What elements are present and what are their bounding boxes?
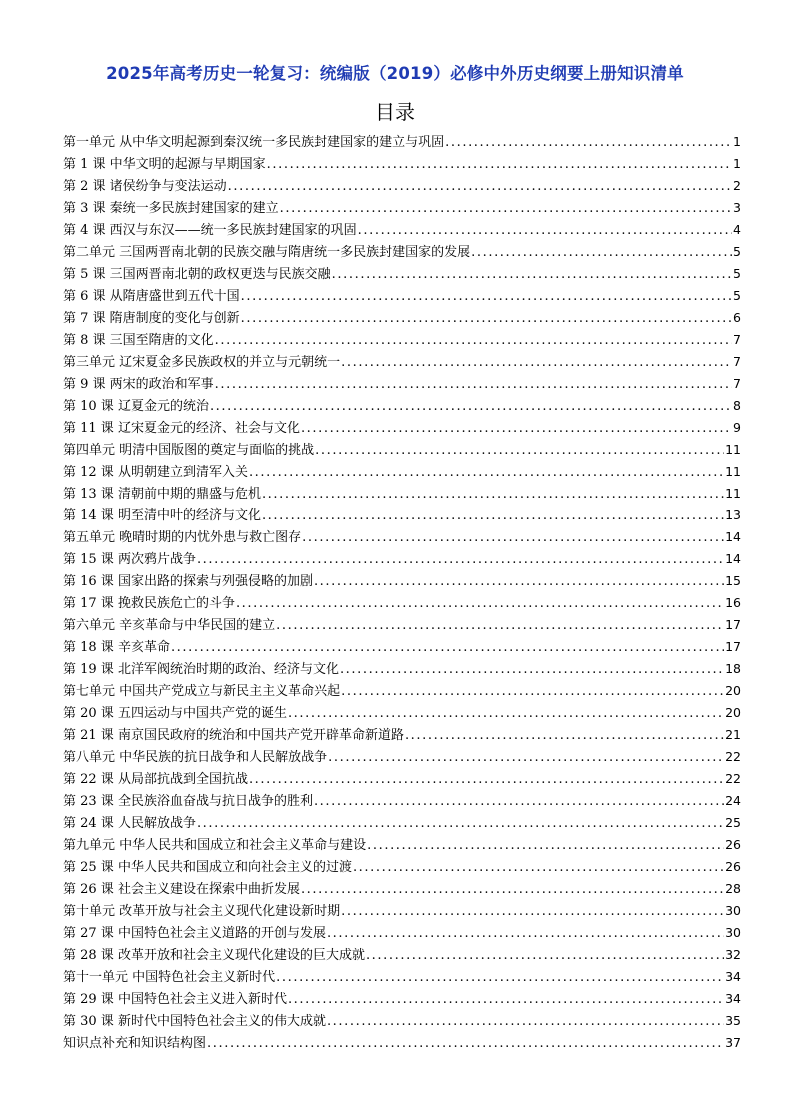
toc-dot-leader	[197, 813, 724, 835]
toc-entry-page-number: 28	[725, 880, 741, 896]
toc-dot-leader	[340, 659, 724, 681]
toc-dot-leader	[171, 637, 724, 659]
toc-entry[interactable]	[63, 944, 741, 966]
toc-entry-label: 第 9 课 两宋的政治和军事	[63, 376, 214, 392]
toc-entry-page-number: 3	[733, 199, 741, 215]
toc-entry-label: 第八单元 中华民族的抗日战争和人民解放战争	[63, 750, 328, 766]
toc-entry-page-number: 21	[725, 727, 741, 743]
toc-dot-leader	[327, 923, 724, 945]
toc-entry-label: 第七单元 中国共产党成立与新民主主义革命兴起	[63, 684, 341, 700]
toc-entry[interactable]	[63, 439, 741, 461]
toc-dot-leader	[288, 703, 724, 725]
toc-dot-leader	[302, 527, 724, 549]
toc-entry[interactable]	[63, 461, 741, 483]
toc-entry-label: 第 6 课 从隋唐盛世到五代十国	[63, 288, 240, 304]
toc-entry[interactable]	[63, 197, 741, 219]
toc-entry-label: 第二单元 三国两晋南北朝的民族交融与隋唐统一多民族封建国家的发展	[63, 244, 471, 260]
toc-entry[interactable]	[63, 329, 741, 351]
toc-entry-page-number: 7	[733, 375, 741, 391]
toc-entry[interactable]	[63, 790, 741, 812]
toc-dot-leader	[445, 132, 732, 154]
toc-entry-page-number: 2	[733, 177, 741, 193]
toc-dot-leader	[276, 967, 724, 989]
toc-entry-label: 第六单元 辛亥革命与中华民国的建立	[63, 618, 276, 634]
toc-entry-page-number: 20	[725, 683, 741, 699]
toc-entry-page-number: 30	[725, 924, 741, 940]
toc-entry-page-number: 11	[725, 441, 741, 457]
toc-entry[interactable]	[63, 636, 741, 658]
toc-dot-leader	[249, 769, 724, 791]
toc-entry[interactable]	[63, 131, 741, 153]
toc-entry-label: 第 28 课 改革开放和社会主义现代化建设的巨大成就	[63, 947, 365, 963]
toc-entry[interactable]	[63, 548, 741, 570]
toc-entry[interactable]	[63, 504, 741, 526]
toc-dot-leader	[367, 835, 724, 857]
toc-entry-label: 第 14 课 明至清中叶的经济与文化	[63, 508, 261, 524]
toc-entry[interactable]	[63, 658, 741, 680]
toc-dot-leader	[314, 571, 724, 593]
toc-dot-leader	[210, 396, 732, 418]
toc-dot-leader	[353, 857, 724, 879]
toc-entry-page-number: 32	[725, 946, 741, 962]
toc-dot-leader	[315, 440, 724, 462]
toc-entry-label: 第 24 课 人民解放战争	[63, 816, 196, 832]
toc-entry[interactable]	[63, 417, 741, 439]
toc-entry-page-number: 30	[725, 902, 741, 918]
toc-entry[interactable]	[63, 966, 741, 988]
toc-dot-leader	[197, 549, 724, 571]
toc-entry-label: 第 1 课 中华文明的起源与早期国家	[63, 156, 266, 172]
toc-entry[interactable]	[63, 768, 741, 790]
toc-dot-leader	[341, 901, 724, 923]
toc-entry-page-number: 1	[733, 155, 741, 171]
toc-dot-leader	[314, 791, 724, 813]
toc-dot-leader	[236, 593, 724, 615]
toc-entry-label: 第 16 课 国家出路的探索与列强侵略的加剧	[63, 574, 313, 590]
toc-entry-page-number: 35	[725, 1012, 741, 1028]
toc-entry-label: 第 20 课 五四运动与中国共产党的诞生	[63, 706, 287, 722]
toc-entry[interactable]	[63, 1032, 741, 1054]
toc-dot-leader	[262, 484, 724, 506]
toc-entry[interactable]	[63, 724, 741, 746]
toc-dot-leader	[276, 615, 724, 637]
table-of-contents	[63, 131, 741, 1054]
toc-entry[interactable]	[63, 307, 741, 329]
toc-entry[interactable]	[63, 988, 741, 1010]
toc-entry-label: 第十一单元 中国特色社会主义新时代	[63, 969, 276, 985]
toc-entry-page-number: 26	[725, 837, 741, 852]
toc-entry[interactable]	[63, 680, 741, 702]
toc-entry[interactable]	[63, 241, 741, 263]
toc-entry-page-number: 22	[725, 771, 741, 787]
toc-entry-page-number: 17	[725, 617, 741, 633]
toc-dot-leader	[241, 308, 732, 330]
toc-dot-leader	[215, 374, 732, 396]
toc-entry-label: 第四单元 明清中国版图的奠定与面临的挑战	[63, 442, 315, 458]
toc-entry-page-number: 1	[733, 134, 741, 149]
toc-entry-page-number: 34	[725, 968, 741, 984]
toc-entry[interactable]	[63, 702, 741, 724]
toc-dot-leader	[215, 330, 732, 352]
toc-entry[interactable]	[63, 263, 741, 285]
toc-entry[interactable]	[63, 175, 741, 197]
toc-dot-leader	[288, 989, 724, 1011]
toc-entry[interactable]	[63, 351, 741, 373]
toc-entry[interactable]	[63, 856, 741, 878]
toc-entry-label: 第 13 课 清朝前中期的鼎盛与危机	[63, 486, 261, 502]
toc-dot-leader	[301, 418, 732, 440]
toc-entry-label: 第 11 课 辽宋夏金元的经济、社会与文化	[63, 420, 300, 436]
toc-entry-page-number: 5	[733, 265, 741, 281]
toc-entry-page-number: 22	[725, 749, 741, 765]
toc-entry-label: 第 29 课 中国特色社会主义进入新时代	[63, 991, 287, 1007]
toc-entry[interactable]	[63, 1010, 741, 1032]
toc-entry[interactable]	[63, 285, 741, 307]
toc-entry[interactable]	[63, 153, 741, 175]
toc-entry[interactable]	[63, 526, 741, 548]
toc-entry-label: 第三单元 辽宋夏金多民族政权的并立与元朝统一	[63, 354, 341, 370]
toc-entry-page-number: 7	[733, 353, 741, 369]
toc-entry[interactable]	[63, 219, 741, 241]
toc-entry-label: 第 23 课 全民族浴血奋战与抗日战争的胜利	[63, 794, 313, 810]
toc-dot-leader	[249, 462, 724, 484]
toc-entry-page-number: 26	[725, 858, 741, 874]
toc-dot-leader	[280, 198, 732, 220]
toc-entry-page-number: 16	[725, 595, 741, 611]
toc-entry-page-number: 5	[733, 287, 741, 303]
toc-entry-page-number: 14	[725, 551, 741, 567]
toc-entry-page-number: 25	[725, 815, 741, 831]
toc-entry-page-number: 4	[733, 221, 741, 237]
toc-entry[interactable]	[63, 900, 741, 922]
toc-entry-label: 第 27 课 中国特色社会主义道路的开创与发展	[63, 925, 326, 941]
toc-dot-leader	[267, 154, 732, 176]
toc-entry-label: 第 5 课 三国两晋南北朝的政权更迭与民族交融	[63, 266, 331, 282]
toc-entry-label: 第 8 课 三国至隋唐的文化	[63, 332, 214, 348]
toc-entry-label: 第 21 课 南京国民政府的统治和中国共产党开辟革命新道路	[63, 728, 404, 744]
toc-entry[interactable]	[63, 395, 741, 417]
toc-entry-label: 第 18 课 辛亥革命	[63, 640, 170, 656]
toc-entry[interactable]	[63, 834, 741, 856]
toc-entry-label: 第九单元 中华人民共和国成立和社会主义革命与建设	[63, 838, 367, 853]
toc-entry-label: 第 15 课 两次鸦片战争	[63, 552, 196, 568]
toc-entry-label: 第 25 课 中华人民共和国成立和向社会主义的过渡	[63, 859, 352, 875]
toc-entry-label: 第 10 课 辽夏金元的统治	[63, 398, 209, 414]
toc-dot-leader	[358, 220, 732, 242]
toc-dot-leader	[207, 1033, 724, 1055]
toc-dot-leader	[471, 242, 732, 264]
toc-entry-page-number: 11	[725, 463, 741, 479]
toc-entry[interactable]	[63, 373, 741, 395]
toc-entry-page-number: 6	[733, 309, 741, 325]
toc-entry-page-number: 20	[725, 705, 741, 721]
toc-entry[interactable]	[63, 878, 741, 900]
toc-dot-leader	[301, 879, 724, 901]
toc-entry-label: 第 3 课 秦统一多民族封建国家的建立	[63, 200, 279, 216]
toc-entry-label: 第 19 课 北洋军阀统治时期的政治、经济与文化	[63, 662, 339, 678]
toc-entry-label: 第 22 课 从局部抗战到全国抗战	[63, 772, 248, 788]
toc-entry-label: 第 2 课 诸侯纷争与变法运动	[63, 178, 227, 194]
toc-dot-leader	[332, 264, 732, 286]
toc-entry-page-number: 15	[725, 573, 741, 589]
toc-entry-label: 第 17 课 挽救民族危亡的斗争	[63, 596, 235, 612]
toc-entry-page-number: 17	[725, 639, 741, 655]
toc-entry[interactable]	[63, 592, 741, 614]
toc-dot-leader	[241, 286, 732, 308]
toc-dot-leader	[341, 352, 732, 374]
toc-entry[interactable]	[63, 614, 741, 636]
toc-dot-leader	[327, 1011, 724, 1033]
toc-entry-page-number: 14	[725, 529, 741, 545]
toc-entry-page-number: 9	[733, 419, 741, 435]
toc-entry-page-number: 8	[733, 397, 741, 413]
toc-entry[interactable]	[63, 570, 741, 592]
toc-entry-label: 第五单元 晚晴时期的内忧外患与救亡图存	[63, 530, 302, 546]
toc-dot-leader	[328, 747, 724, 769]
toc-dot-leader	[366, 945, 724, 967]
toc-entry-page-number: 13	[725, 507, 741, 523]
toc-entry-page-number: 11	[725, 485, 741, 501]
toc-entry-label: 第 30 课 新时代中国特色社会主义的伟大成就	[63, 1013, 326, 1029]
toc-entry-label: 第 26 课 社会主义建设在探索中曲折发展	[63, 881, 300, 897]
toc-entry-page-number: 5	[733, 243, 741, 259]
document-title: 2025年高考历史一轮复习：统编版（2019）必修中外历史纲要上册知识清单	[106, 64, 684, 83]
toc-dot-leader	[341, 681, 724, 703]
toc-entry-label: 第 4 课 西汉与东汉——统一多民族封建国家的巩固	[63, 222, 357, 238]
toc-dot-leader	[228, 176, 732, 198]
toc-entry-label: 知识点补充和知识结构图	[63, 1035, 207, 1051]
toc-entry-page-number: 34	[725, 990, 741, 1006]
toc-dot-leader	[405, 725, 724, 747]
toc-entry[interactable]	[63, 483, 741, 505]
toc-entry-page-number: 24	[725, 793, 741, 809]
toc-entry-page-number: 37	[725, 1034, 741, 1050]
toc-entry-label: 第十单元 改革开放与社会主义现代化建设新时期	[63, 903, 341, 919]
toc-entry-label: 第一单元 从中华文明起源到秦汉统一多民族封建国家的建立与巩固	[63, 135, 445, 150]
toc-entry[interactable]	[63, 746, 741, 768]
toc-entry[interactable]	[63, 922, 741, 944]
toc-heading: 目录	[375, 100, 415, 124]
toc-dot-leader	[262, 505, 724, 527]
toc-entry-label: 第 12 课 从明朝建立到清军入关	[63, 464, 248, 480]
toc-entry-label: 第 7 课 隋唐制度的变化与创新	[63, 310, 240, 326]
toc-entry-page-number: 18	[725, 661, 741, 677]
toc-entry[interactable]	[63, 812, 741, 834]
toc-entry-page-number: 7	[733, 331, 741, 347]
